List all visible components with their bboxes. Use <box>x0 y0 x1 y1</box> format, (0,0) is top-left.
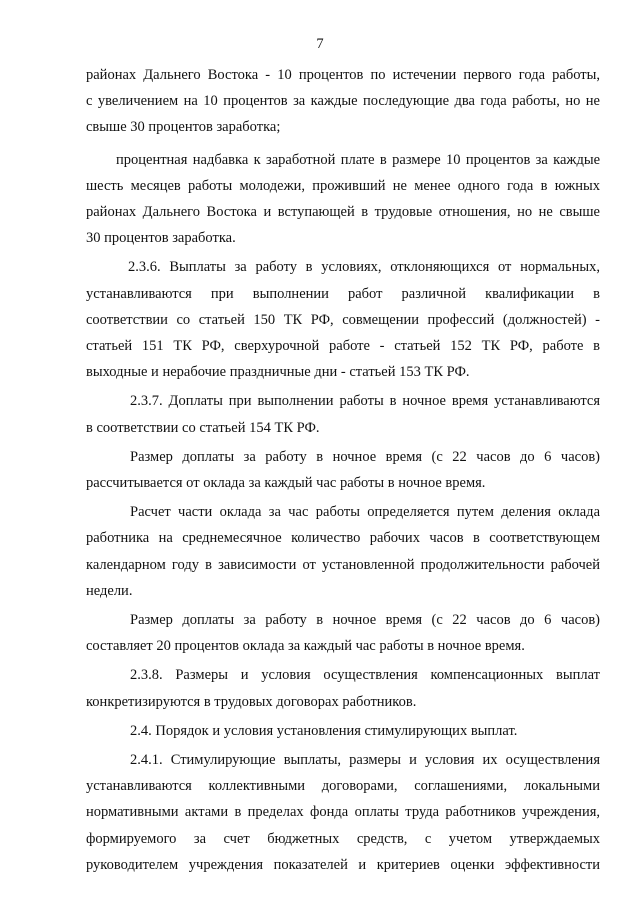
text-line: составляет 20 процентов оклада за каждый час работы в ночное время. <box>86 638 525 655</box>
text-line: 2.3.8. Размеры и условия осуществления компенсационных выплат <box>130 667 600 684</box>
paragraph-2-3-8 <box>86 662 600 714</box>
paragraph-hourly-calc <box>86 499 600 604</box>
paragraph-2 <box>86 147 600 252</box>
text-line: нормативными актами в пределах фонда оплаты труда работников учреждения, <box>86 804 600 821</box>
text-line: шесть месяцев работы молодежи, проживший не менее одного года в южных <box>86 177 600 194</box>
text-line: 2.4. Порядок и условия установления стимулирующих выплат. <box>130 722 518 739</box>
text-line: работника на среднемесячное количество рабочих часов в соответствующем <box>86 530 600 547</box>
text-line: свыше 30 процентов заработка; <box>86 119 281 136</box>
paragraph-2-3-6 <box>86 254 600 385</box>
text-line: руководителем учреждения показателей и критериев оценки эффективности <box>86 856 600 873</box>
text-line: 2.3.7. Доплаты при выполнении работы в ночное время устанавливаются <box>130 393 600 410</box>
page-body <box>86 62 600 878</box>
paragraph-night-percent <box>86 607 600 659</box>
text-line: 30 процентов заработка. <box>86 230 236 247</box>
text-line: в соответствии со статьей 154 ТК РФ. <box>86 419 320 436</box>
paragraph-2-4 <box>86 718 600 744</box>
text-line: рассчитывается от оклада за каждый час работы в ночное время. <box>86 475 486 492</box>
paragraph-night-rate <box>86 444 600 496</box>
text-line: Размер доплаты за работу в ночное время (с 22 часов до 6 часов) <box>130 612 600 629</box>
text-line: выходные и нерабочие праздничные дни - статьей 153 ТК РФ. <box>86 364 470 381</box>
text-line: 2.3.6. Выплаты за работу в условиях, отклоняющихся от нормальных, <box>128 259 600 276</box>
paragraph-1 <box>86 62 600 141</box>
text-line: с увеличением на 10 процентов за каждые последующие два года работы, но не <box>86 93 600 110</box>
text-line: процентная надбавка к заработной плате в размере 10 процентов за каждые <box>116 151 600 168</box>
text-line: районах Дальнего Востока - 10 процентов по истечении первого года работы, <box>86 67 600 83</box>
paragraph-2-3-7 <box>86 388 600 440</box>
paragraph-2-4-1 <box>86 747 600 878</box>
text-line: формируемого за счет бюджетных средств, с учетом утверждаемых <box>86 830 600 847</box>
text-line: недели. <box>86 582 133 599</box>
text-line: устанавливаются коллективными договорами, соглашениями, локальными <box>86 778 600 795</box>
text-line: календарном году в зависимости от установленной продолжительности рабочей <box>86 556 600 573</box>
text-line: районах Дальнего Востока и вступающей в трудовые отношения, но не свыше <box>86 204 600 221</box>
page-number: 7 <box>316 36 324 52</box>
text-line: 2.4.1. Стимулирующие выплаты, размеры и условия их осуществления <box>130 752 600 769</box>
text-line: Расчет части оклада за час работы определяется путем деления оклада <box>130 504 600 521</box>
text-line: конкретизируются в трудовых договорах работников. <box>86 693 417 710</box>
text-line: Размер доплаты за работу в ночное время (с 22 часов до 6 часов) <box>130 448 600 465</box>
text-line: статьей 151 ТК РФ, сверхурочной работе - статьей 152 ТК РФ, работе в <box>86 338 600 355</box>
text-line: соответствии со статьей 150 ТК РФ, совмещении профессий (должностей) - <box>86 311 600 328</box>
text-line: устанавливаются при выполнении работ различной квалификации в <box>86 285 600 302</box>
